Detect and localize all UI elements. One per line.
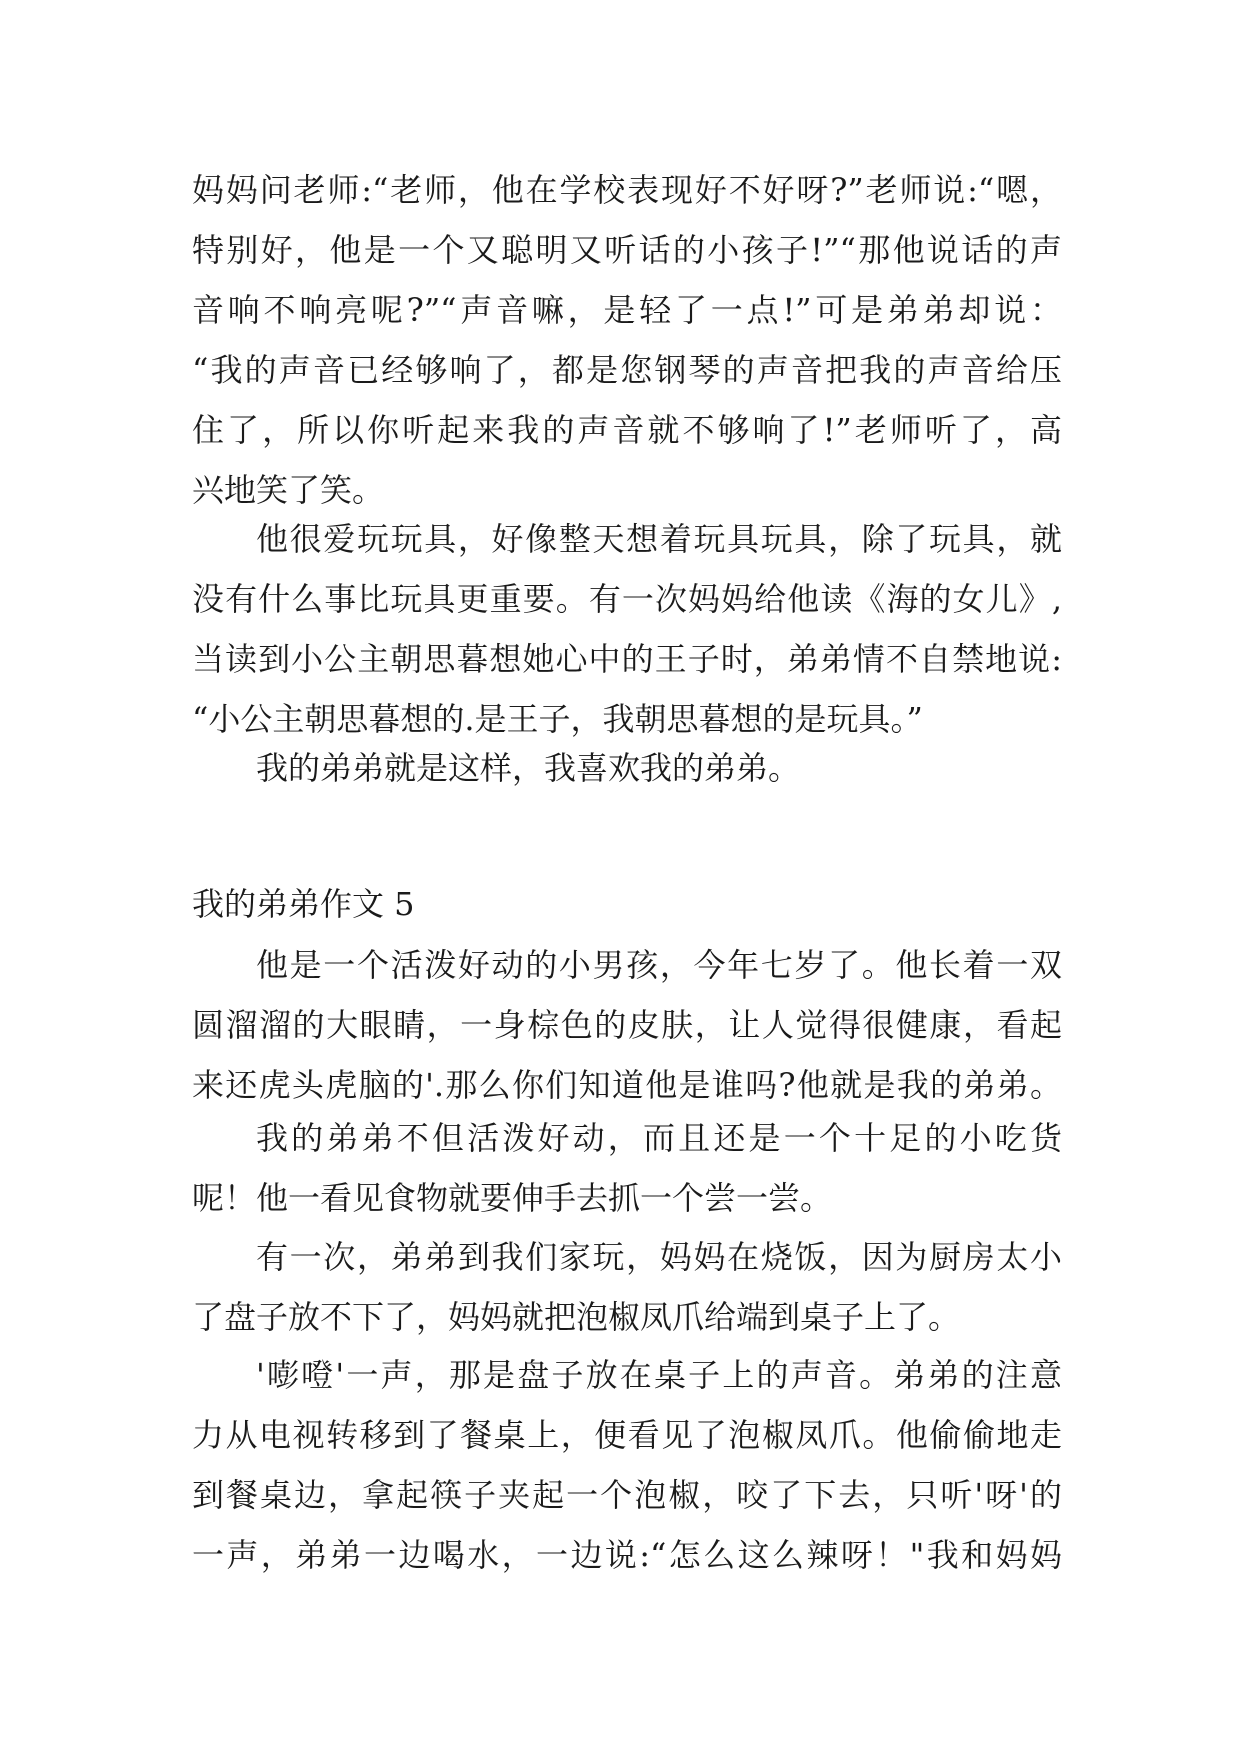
text-line: 有一次，弟弟到我们家玩，妈妈在烧饭，因为厨房太小 — [256, 1238, 1062, 1276]
paragraph-conclusion — [192, 738, 1062, 798]
text-line: 了盘子放不下了，妈妈就把泡椒凤爪给端到桌子上了。 — [192, 1298, 961, 1336]
text-line: 力从电视转移到了餐桌上，便看见了泡椒凤爪。他偷偷地走 — [192, 1416, 1062, 1454]
text-line: 住了，所以你听起来我的声音就不够响了!”老师听了，高 — [192, 411, 1062, 449]
text-line: 妈妈问老师:“老师，他在学校表现好不好呀?”老师说:“嗯， — [192, 171, 1062, 209]
paragraph-kitchen — [192, 1227, 1062, 1347]
text-line: 到餐桌边，拿起筷子夹起一个泡椒，咬了下去，只听'呀'的 — [192, 1476, 1062, 1514]
text-line: “小公主朝思暮想的.是王子，我朝思暮想的是玩具。” — [192, 700, 923, 738]
paragraph-teacher-dialogue — [192, 160, 1062, 520]
text-line: 我的弟弟不但活泼好动，而且还是一个十足的小吃货 — [256, 1119, 1062, 1157]
heading-text: 我的弟弟作文 5 — [192, 885, 415, 923]
text-line: “我的声音已经够响了，都是您钢琴的声音把我的声音给压 — [192, 351, 1062, 389]
text-line: 我的弟弟就是这样，我喜欢我的弟弟。 — [256, 749, 801, 787]
paragraph-foodie — [192, 1108, 1062, 1228]
text-line: 圆溜溜的大眼睛，一身棕色的皮肤，让人觉得很健康，看起 — [192, 1006, 1062, 1044]
text-line: 特别好，他是一个又聪明又听话的小孩子!”“那他说话的声 — [192, 231, 1062, 269]
paragraph-intro — [192, 935, 1062, 1115]
text-line: 兴地笑了笑。 — [192, 471, 385, 509]
text-line: '嘭噔'一声，那是盘子放在桌子上的声音。弟弟的注意 — [256, 1356, 1062, 1394]
text-line: 来还虎头虎脑的'.那么你们知道他是谁吗?他就是我的弟弟。 — [192, 1066, 1062, 1104]
text-line: 一声，弟弟一边喝水，一边说:“怎么这么辣呀！"我和妈妈 — [192, 1536, 1062, 1574]
paragraph-chili — [192, 1345, 1062, 1585]
text-line: 他是一个活泼好动的小男孩，今年七岁了。他长着一双 — [256, 946, 1062, 984]
paragraph-toys — [192, 509, 1062, 749]
text-line: 音响不响亮呢?”“声音嘛，是轻了一点!”可是弟弟却说： — [192, 291, 1062, 329]
text-line: 他很爱玩玩具，好像整天想着玩具玩具，除了玩具，就 — [256, 520, 1062, 558]
text-line: 呢！他一看见食物就要伸手去抓一个尝一尝。 — [192, 1179, 833, 1217]
text-line: 没有什么事比玩具更重要。有一次妈妈给他读《海的女儿》, — [192, 580, 1062, 618]
section-heading — [192, 874, 1062, 934]
text-line: 当读到小公主朝思暮想她心中的王子时，弟弟情不自禁地说: — [192, 640, 1062, 678]
